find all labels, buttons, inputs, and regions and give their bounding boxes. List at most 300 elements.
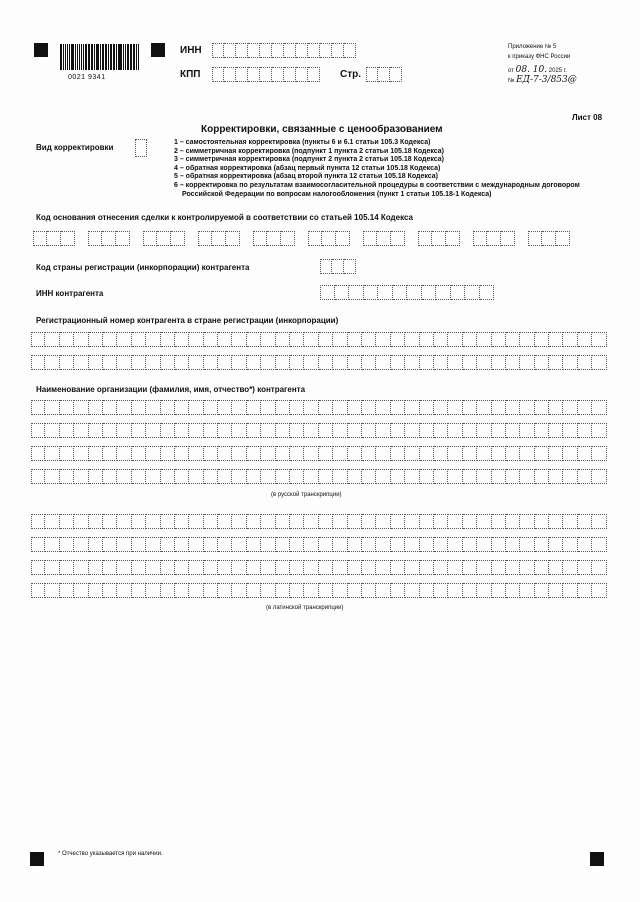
input-cell[interactable]	[204, 332, 218, 347]
input-cell[interactable]	[333, 560, 347, 575]
input-cell[interactable]	[319, 560, 333, 575]
input-cell[interactable]	[320, 43, 332, 58]
input-cell[interactable]	[89, 355, 103, 370]
input-cell[interactable]	[501, 231, 515, 246]
input-cell[interactable]	[161, 400, 175, 415]
input-cell[interactable]	[563, 400, 577, 415]
input-cell[interactable]	[31, 469, 45, 484]
input-cell[interactable]	[103, 400, 117, 415]
input-cell[interactable]	[232, 332, 246, 347]
input-cell[interactable]	[434, 469, 448, 484]
input-cell[interactable]	[535, 537, 549, 552]
input-cell[interactable]	[60, 446, 74, 461]
input-cell[interactable]	[578, 560, 592, 575]
input-cell[interactable]	[60, 423, 74, 438]
input-cell[interactable]	[348, 332, 362, 347]
input-cell[interactable]	[218, 423, 232, 438]
input-cell[interactable]	[535, 400, 549, 415]
input-cell[interactable]	[376, 355, 390, 370]
input-cell[interactable]	[592, 423, 606, 438]
input-cell[interactable]	[232, 469, 246, 484]
input-cell[interactable]	[146, 355, 160, 370]
input-cell[interactable]	[480, 285, 495, 300]
input-cell[interactable]	[592, 355, 606, 370]
deal-code-group[interactable]	[363, 231, 405, 246]
input-cell[interactable]	[161, 423, 175, 438]
input-cell[interactable]	[463, 514, 477, 529]
input-cell[interactable]	[520, 423, 534, 438]
grid-row[interactable]	[31, 514, 607, 529]
input-cell[interactable]	[578, 583, 592, 598]
input-cell[interactable]	[146, 400, 160, 415]
input-cell[interactable]	[232, 514, 246, 529]
input-cell[interactable]	[247, 560, 261, 575]
input-cell[interactable]	[304, 469, 318, 484]
input-cell[interactable]	[212, 43, 224, 58]
input-cell[interactable]	[261, 514, 275, 529]
input-cell[interactable]	[364, 285, 379, 300]
input-cell[interactable]	[189, 446, 203, 461]
input-cell[interactable]	[520, 583, 534, 598]
input-cell[interactable]	[232, 537, 246, 552]
input-cell[interactable]	[363, 231, 377, 246]
input-cell[interactable]	[276, 537, 290, 552]
input-cell[interactable]	[420, 560, 434, 575]
input-cell[interactable]	[204, 583, 218, 598]
input-cell[interactable]	[436, 285, 451, 300]
input-cell[interactable]	[549, 355, 563, 370]
input-cell[interactable]	[143, 231, 157, 246]
input-cell[interactable]	[218, 560, 232, 575]
input-cell[interactable]	[520, 469, 534, 484]
input-cell[interactable]	[463, 446, 477, 461]
input-cell[interactable]	[261, 469, 275, 484]
input-cell[interactable]	[45, 514, 59, 529]
input-cell[interactable]	[477, 355, 491, 370]
input-cell[interactable]	[272, 43, 284, 58]
input-cell[interactable]	[45, 560, 59, 575]
input-cell[interactable]	[290, 469, 304, 484]
input-cell[interactable]	[45, 355, 59, 370]
input-cell[interactable]	[344, 43, 356, 58]
input-cell[interactable]	[247, 446, 261, 461]
input-cell[interactable]	[348, 514, 362, 529]
input-cell[interactable]	[563, 332, 577, 347]
input-cell[interactable]	[146, 469, 160, 484]
input-cell[interactable]	[304, 446, 318, 461]
input-cell[interactable]	[74, 514, 88, 529]
input-cell[interactable]	[260, 43, 272, 58]
input-cell[interactable]	[284, 67, 296, 82]
input-cell[interactable]	[60, 560, 74, 575]
input-cell[interactable]	[319, 446, 333, 461]
input-cell[interactable]	[146, 446, 160, 461]
input-cell[interactable]	[308, 67, 320, 82]
input-cell[interactable]	[261, 423, 275, 438]
input-cell[interactable]	[304, 400, 318, 415]
input-cell[interactable]	[89, 469, 103, 484]
input-cell[interactable]	[434, 583, 448, 598]
input-cell[interactable]	[60, 583, 74, 598]
input-cell[interactable]	[161, 514, 175, 529]
input-cell[interactable]	[248, 67, 260, 82]
input-cell[interactable]	[332, 43, 344, 58]
input-cell[interactable]	[281, 231, 295, 246]
input-cell[interactable]	[189, 583, 203, 598]
input-cell[interactable]	[103, 355, 117, 370]
input-cell[interactable]	[322, 231, 336, 246]
input-cell[interactable]	[74, 355, 88, 370]
input-cell[interactable]	[336, 231, 350, 246]
input-cell[interactable]	[161, 469, 175, 484]
input-cell[interactable]	[348, 537, 362, 552]
input-cell[interactable]	[117, 332, 131, 347]
input-cell[interactable]	[319, 583, 333, 598]
input-cell[interactable]	[432, 231, 446, 246]
input-cell[interactable]	[362, 469, 376, 484]
grid-row[interactable]	[31, 332, 607, 347]
input-cell[interactable]	[563, 583, 577, 598]
input-cell[interactable]	[549, 469, 563, 484]
input-cell[interactable]	[319, 514, 333, 529]
input-cell[interactable]	[189, 400, 203, 415]
input-cell[interactable]	[528, 231, 542, 246]
input-cell[interactable]	[103, 514, 117, 529]
input-cell[interactable]	[236, 67, 248, 82]
input-cell[interactable]	[463, 423, 477, 438]
input-cell[interactable]	[236, 43, 248, 58]
deal-code-group[interactable]	[198, 231, 240, 246]
input-cell[interactable]	[405, 355, 419, 370]
input-cell[interactable]	[226, 231, 240, 246]
input-cell[interactable]	[319, 537, 333, 552]
input-cell[interactable]	[520, 560, 534, 575]
input-cell[interactable]	[218, 355, 232, 370]
input-cell[interactable]	[31, 583, 45, 598]
input-cell[interactable]	[434, 446, 448, 461]
input-cell[interactable]	[117, 583, 131, 598]
input-cell[interactable]	[146, 537, 160, 552]
input-cell[interactable]	[520, 332, 534, 347]
input-cell[interactable]	[224, 43, 236, 58]
input-cell[interactable]	[276, 446, 290, 461]
input-cell[interactable]	[74, 446, 88, 461]
input-cell[interactable]	[333, 469, 347, 484]
input-cell[interactable]	[592, 583, 606, 598]
input-cell[interactable]	[224, 67, 236, 82]
deal-code-group[interactable]	[88, 231, 130, 246]
input-cell[interactable]	[348, 560, 362, 575]
input-cell[interactable]	[89, 446, 103, 461]
input-cell[interactable]	[308, 231, 322, 246]
input-cell[interactable]	[319, 469, 333, 484]
input-cell[interactable]	[320, 259, 332, 274]
input-cell[interactable]	[304, 423, 318, 438]
input-cell[interactable]	[506, 469, 520, 484]
input-cell[interactable]	[549, 400, 563, 415]
input-cell[interactable]	[103, 332, 117, 347]
input-cell[interactable]	[146, 332, 160, 347]
input-cell[interactable]	[204, 514, 218, 529]
input-cell[interactable]	[171, 231, 185, 246]
input-cell[interactable]	[376, 514, 390, 529]
input-cell[interactable]	[290, 423, 304, 438]
input-cell[interactable]	[132, 332, 146, 347]
input-cell[interactable]	[132, 400, 146, 415]
input-cell[interactable]	[132, 514, 146, 529]
input-cell[interactable]	[117, 537, 131, 552]
input-cell[interactable]	[477, 514, 491, 529]
input-cell[interactable]	[175, 446, 189, 461]
input-cell[interactable]	[89, 514, 103, 529]
deal-code-group[interactable]	[143, 231, 185, 246]
input-cell[interactable]	[563, 560, 577, 575]
input-cell[interactable]	[535, 560, 549, 575]
input-cell[interactable]	[333, 537, 347, 552]
input-cell[interactable]	[362, 355, 376, 370]
input-cell[interactable]	[506, 332, 520, 347]
input-cell[interactable]	[492, 355, 506, 370]
input-cell[interactable]	[232, 400, 246, 415]
input-cell[interactable]	[247, 537, 261, 552]
input-cell[interactable]	[132, 423, 146, 438]
input-cell[interactable]	[89, 583, 103, 598]
input-cell[interactable]	[296, 43, 308, 58]
input-cell[interactable]	[175, 355, 189, 370]
input-cell[interactable]	[276, 514, 290, 529]
input-cell[interactable]	[175, 560, 189, 575]
input-cell[interactable]	[549, 514, 563, 529]
input-cell[interactable]	[319, 355, 333, 370]
input-cell[interactable]	[260, 67, 272, 82]
input-cell[interactable]	[463, 469, 477, 484]
deal-code-group[interactable]	[253, 231, 295, 246]
input-cell[interactable]	[592, 537, 606, 552]
input-cell[interactable]	[463, 560, 477, 575]
input-cell[interactable]	[74, 560, 88, 575]
input-cell[interactable]	[276, 332, 290, 347]
input-cell[interactable]	[376, 583, 390, 598]
input-cell[interactable]	[132, 446, 146, 461]
input-cell[interactable]	[117, 400, 131, 415]
input-cell[interactable]	[146, 560, 160, 575]
input-cell[interactable]	[333, 355, 347, 370]
input-cell[interactable]	[348, 355, 362, 370]
input-cell[interactable]	[232, 560, 246, 575]
input-cell[interactable]	[592, 400, 606, 415]
input-cell[interactable]	[161, 583, 175, 598]
input-cell[interactable]	[535, 355, 549, 370]
input-cell[interactable]	[448, 514, 462, 529]
input-cell[interactable]	[290, 514, 304, 529]
input-cell[interactable]	[103, 446, 117, 461]
input-cell[interactable]	[434, 560, 448, 575]
input-cell[interactable]	[103, 560, 117, 575]
input-cell[interactable]	[434, 514, 448, 529]
input-cell[interactable]	[284, 43, 296, 58]
input-cell[interactable]	[31, 355, 45, 370]
input-cell[interactable]	[434, 400, 448, 415]
input-cell[interactable]	[333, 446, 347, 461]
input-cell[interactable]	[267, 231, 281, 246]
input-cell[interactable]	[74, 469, 88, 484]
input-cell[interactable]	[175, 537, 189, 552]
org-name-russian-grid[interactable]	[31, 400, 607, 492]
input-cell[interactable]	[434, 332, 448, 347]
grid-row[interactable]	[31, 537, 607, 552]
input-cell[interactable]	[146, 583, 160, 598]
input-cell[interactable]	[304, 583, 318, 598]
input-cell[interactable]	[465, 285, 480, 300]
input-cell[interactable]	[31, 446, 45, 461]
input-cell[interactable]	[261, 560, 275, 575]
input-cell[interactable]	[204, 560, 218, 575]
input-cell[interactable]	[146, 514, 160, 529]
input-cell[interactable]	[247, 514, 261, 529]
input-cell[interactable]	[492, 423, 506, 438]
input-cell[interactable]	[492, 583, 506, 598]
input-cell[interactable]	[563, 514, 577, 529]
input-cell[interactable]	[477, 446, 491, 461]
input-cell[interactable]	[362, 446, 376, 461]
input-cell[interactable]	[320, 285, 335, 300]
input-cell[interactable]	[506, 446, 520, 461]
input-cell[interactable]	[407, 285, 422, 300]
input-cell[interactable]	[520, 355, 534, 370]
input-cell[interactable]	[175, 583, 189, 598]
input-cell[interactable]	[189, 537, 203, 552]
input-cell[interactable]	[212, 67, 224, 82]
input-cell[interactable]	[135, 139, 147, 157]
input-cell[interactable]	[204, 446, 218, 461]
input-cell[interactable]	[362, 423, 376, 438]
input-cell[interactable]	[420, 537, 434, 552]
input-cell[interactable]	[161, 355, 175, 370]
input-cell[interactable]	[276, 560, 290, 575]
deal-code-group[interactable]	[528, 231, 570, 246]
input-cell[interactable]	[434, 423, 448, 438]
input-cell[interactable]	[204, 469, 218, 484]
input-cell[interactable]	[376, 446, 390, 461]
input-cell[interactable]	[290, 560, 304, 575]
input-cell[interactable]	[161, 332, 175, 347]
input-cell[interactable]	[448, 332, 462, 347]
input-cell[interactable]	[74, 537, 88, 552]
input-cell[interactable]	[391, 560, 405, 575]
kpp-cells[interactable]	[212, 67, 320, 82]
input-cell[interactable]	[520, 514, 534, 529]
input-cell[interactable]	[31, 560, 45, 575]
input-cell[interactable]	[448, 469, 462, 484]
input-cell[interactable]	[451, 285, 466, 300]
grid-row[interactable]	[31, 560, 607, 575]
input-cell[interactable]	[477, 423, 491, 438]
input-cell[interactable]	[549, 446, 563, 461]
input-cell[interactable]	[261, 332, 275, 347]
input-cell[interactable]	[247, 400, 261, 415]
input-cell[interactable]	[175, 514, 189, 529]
input-cell[interactable]	[304, 514, 318, 529]
input-cell[interactable]	[102, 231, 116, 246]
input-cell[interactable]	[477, 400, 491, 415]
reg-number-grid[interactable]	[31, 332, 607, 378]
input-cell[interactable]	[578, 423, 592, 438]
input-cell[interactable]	[390, 67, 402, 82]
input-cell[interactable]	[304, 332, 318, 347]
input-cell[interactable]	[175, 400, 189, 415]
org-name-latin-grid[interactable]	[31, 514, 607, 606]
grid-row[interactable]	[31, 400, 607, 415]
input-cell[interactable]	[563, 469, 577, 484]
input-cell[interactable]	[189, 514, 203, 529]
input-cell[interactable]	[578, 469, 592, 484]
input-cell[interactable]	[592, 446, 606, 461]
input-cell[interactable]	[333, 514, 347, 529]
input-cell[interactable]	[506, 400, 520, 415]
input-cell[interactable]	[477, 583, 491, 598]
input-cell[interactable]	[33, 231, 47, 246]
page-number-cells[interactable]	[366, 67, 402, 82]
input-cell[interactable]	[335, 285, 350, 300]
input-cell[interactable]	[348, 469, 362, 484]
input-cell[interactable]	[422, 285, 437, 300]
input-cell[interactable]	[117, 355, 131, 370]
grid-row[interactable]	[31, 583, 607, 598]
input-cell[interactable]	[89, 400, 103, 415]
input-cell[interactable]	[420, 423, 434, 438]
input-cell[interactable]	[376, 332, 390, 347]
input-cell[interactable]	[218, 514, 232, 529]
input-cell[interactable]	[74, 423, 88, 438]
input-cell[interactable]	[247, 355, 261, 370]
input-cell[interactable]	[261, 537, 275, 552]
input-cell[interactable]	[378, 285, 393, 300]
input-cell[interactable]	[60, 332, 74, 347]
input-cell[interactable]	[506, 560, 520, 575]
input-cell[interactable]	[189, 332, 203, 347]
input-cell[interactable]	[506, 583, 520, 598]
input-cell[interactable]	[189, 469, 203, 484]
input-cell[interactable]	[578, 446, 592, 461]
input-cell[interactable]	[420, 355, 434, 370]
input-cell[interactable]	[376, 469, 390, 484]
input-cell[interactable]	[477, 560, 491, 575]
input-cell[interactable]	[391, 583, 405, 598]
input-cell[interactable]	[563, 355, 577, 370]
input-cell[interactable]	[218, 332, 232, 347]
input-cell[interactable]	[332, 259, 344, 274]
input-cell[interactable]	[232, 583, 246, 598]
deal-code-group[interactable]	[308, 231, 350, 246]
input-cell[interactable]	[45, 400, 59, 415]
input-cell[interactable]	[506, 537, 520, 552]
input-cell[interactable]	[477, 332, 491, 347]
input-cell[interactable]	[248, 43, 260, 58]
input-cell[interactable]	[520, 400, 534, 415]
input-cell[interactable]	[448, 355, 462, 370]
input-cell[interactable]	[132, 560, 146, 575]
input-cell[interactable]	[218, 400, 232, 415]
input-cell[interactable]	[276, 469, 290, 484]
input-cell[interactable]	[578, 400, 592, 415]
input-cell[interactable]	[391, 514, 405, 529]
input-cell[interactable]	[253, 231, 267, 246]
input-cell[interactable]	[161, 446, 175, 461]
input-cell[interactable]	[549, 332, 563, 347]
input-cell[interactable]	[405, 400, 419, 415]
input-cell[interactable]	[592, 469, 606, 484]
input-cell[interactable]	[578, 355, 592, 370]
